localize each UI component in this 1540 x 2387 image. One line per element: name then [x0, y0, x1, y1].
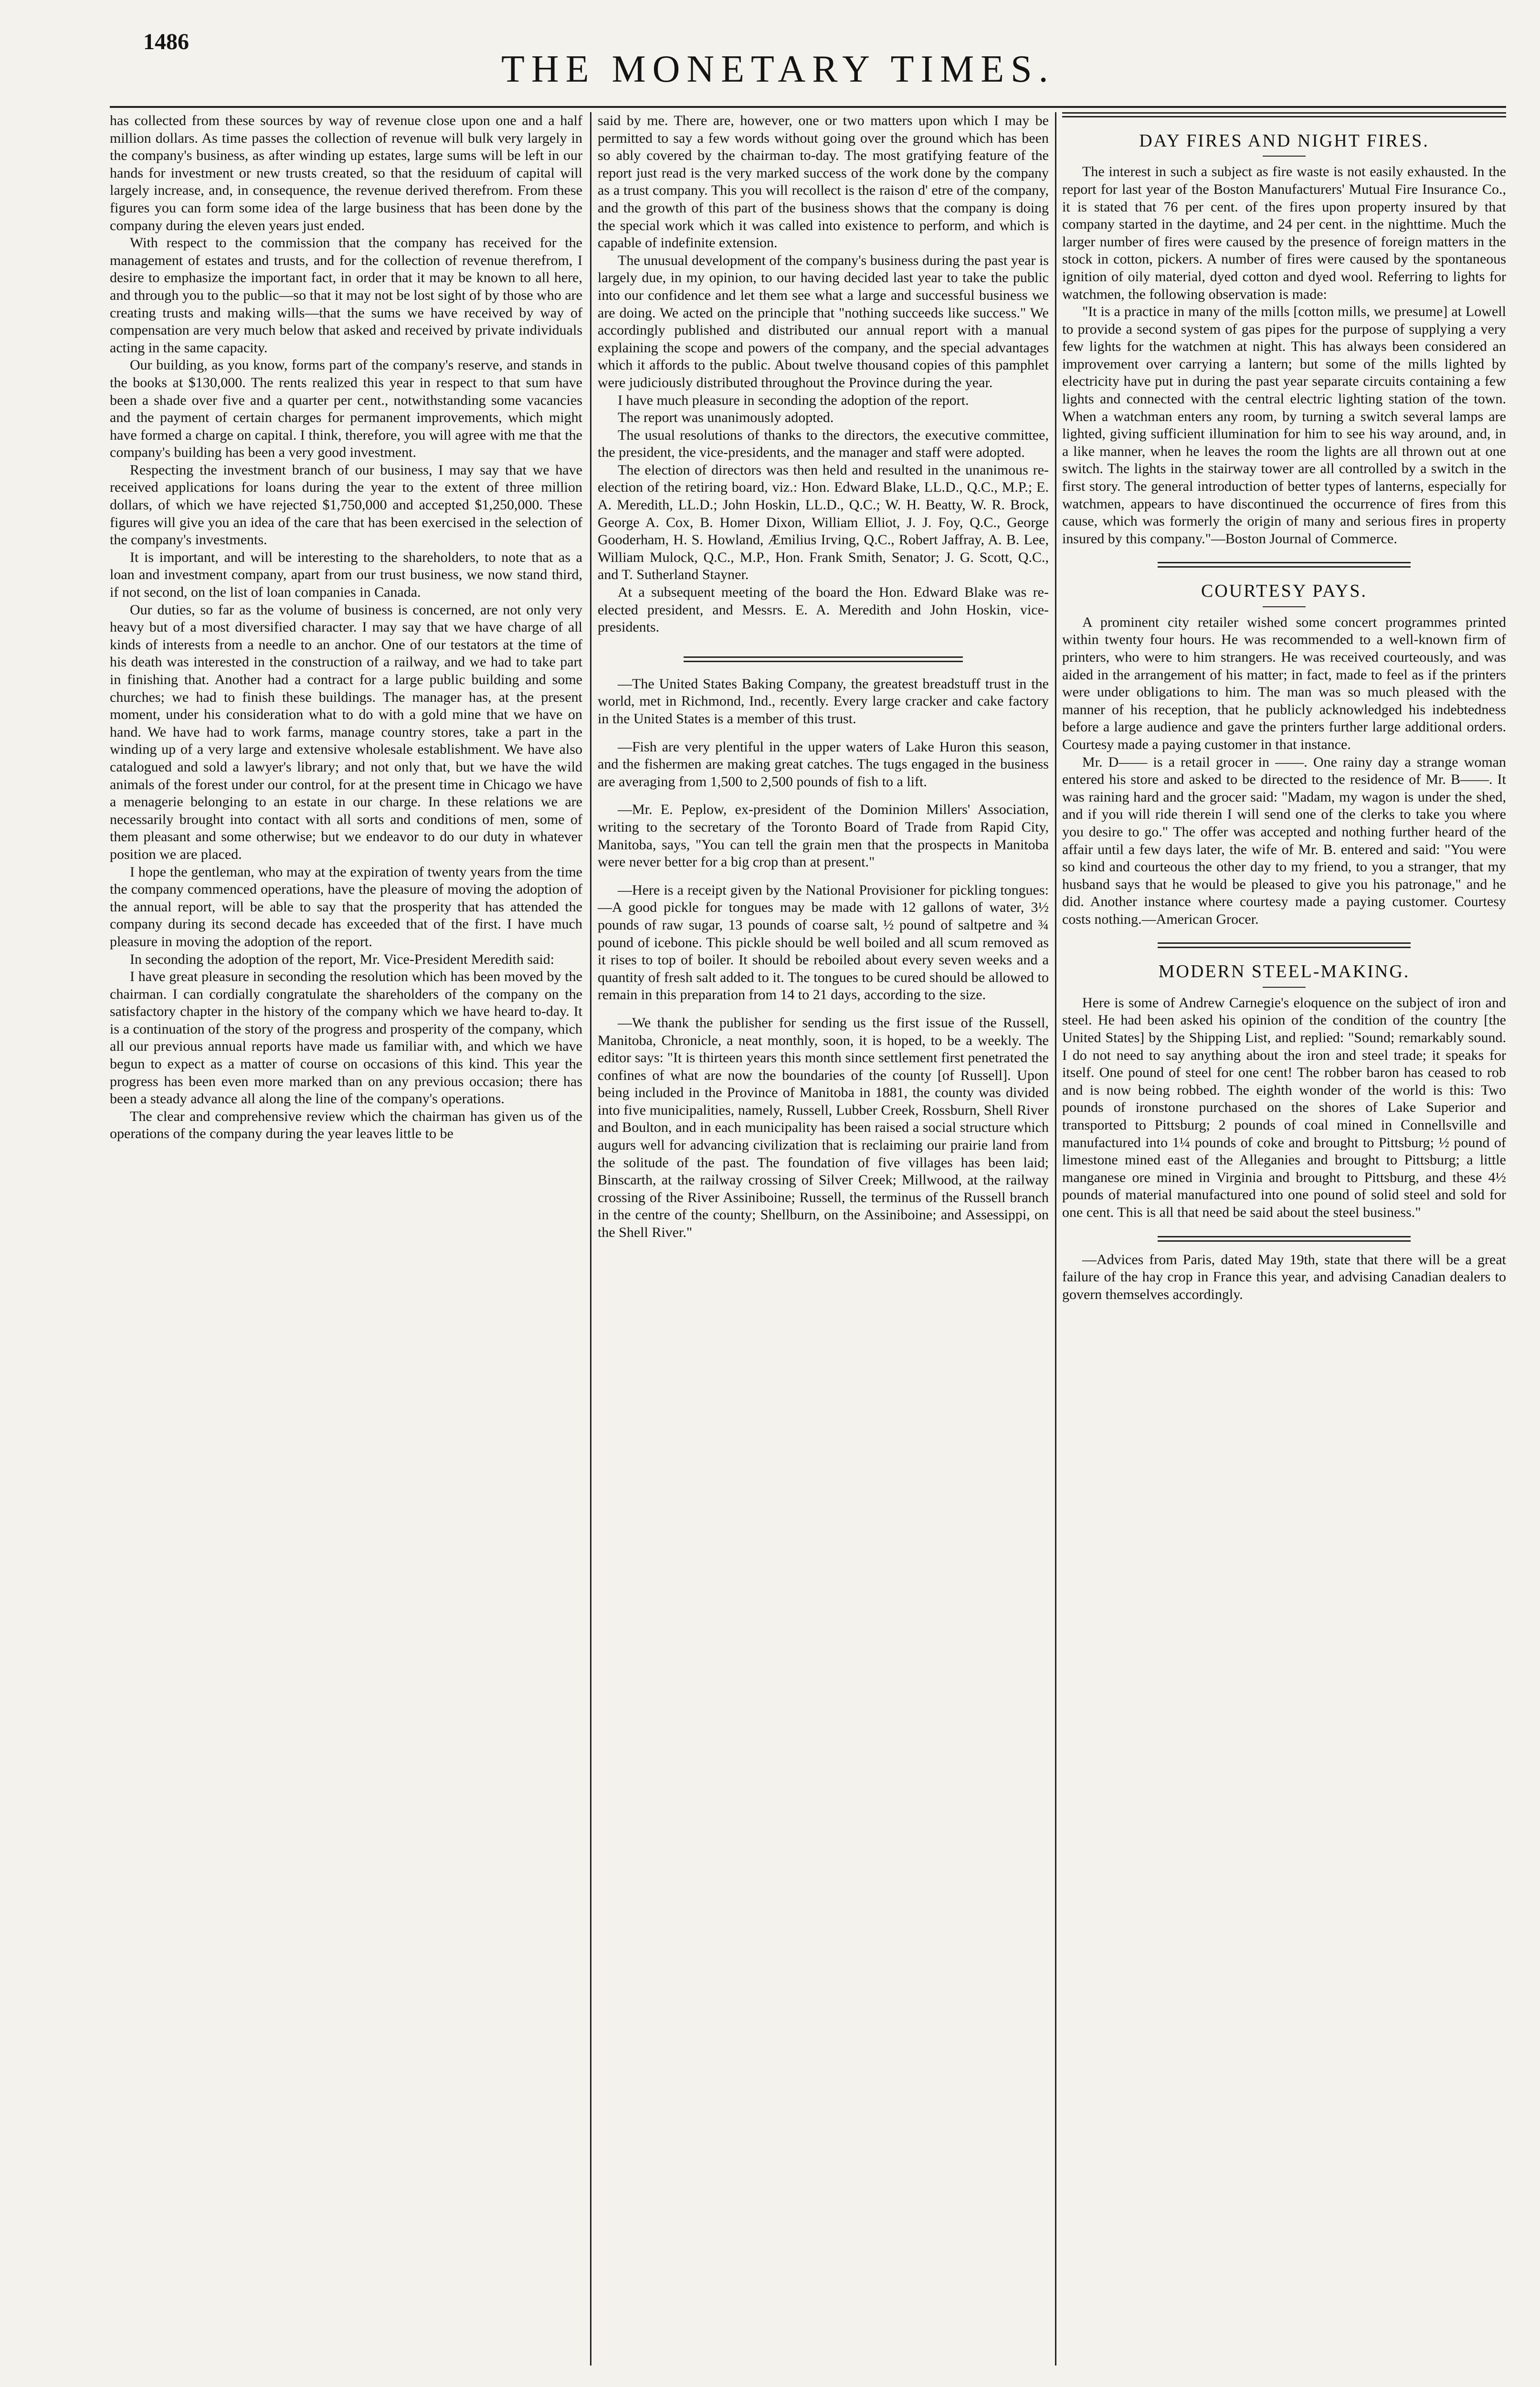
column-top-rule — [1062, 112, 1506, 117]
col2-paragraph: At a subsequent meeting of the board the Hon. Edward Blake was re-elected president, and Messrs. E. A. Meredith and John Hoskin, vice-presidents. — [598, 584, 1049, 635]
column-1 — [110, 112, 582, 2366]
col1-paragraph: Our duties, so far as the volume of business is concerned, are not only very heavy but of a most diversified character. I may say that we have charge of all kinds of interests from a needle to an anchor. One of our testators at the time of his death was interested in the construction of a railway, and we had to take part in finishing that. Another had a contract for a large public building and some churches; we had to finish these buildings. The manager has, at the present moment, under his consideration what to do with a gold mine that we have on hand. We have had to work farms, manage country stores, take a part in the winding up of a very large and extensive wholesale establishment. We have also catalogued and sold a lawyer's library; and not only that, but we have the wild animals of the forest under our control, for at the present time in Chicago we have a menagerie belonging to an estate in our charge. In these relations we are necessarily brought into contact with all sorts and conditions of men, some of them pleasant and some otherwise; but we endeavor to do our duty in whatever position we are placed. — [110, 602, 582, 862]
heading-underline — [1263, 987, 1306, 988]
heading-courtesy-pays: COURTESY PAYS. — [1201, 581, 1368, 602]
heading-modern-steel-making: MODERN STEEL-MAKING. — [1158, 961, 1410, 982]
col1-paragraph: I hope the gentleman, who may at the expiration of twenty years from the time the company commenced operations, have the pleasure of moving the adoption of the annual report, will be able to say that the prosperity that has attended the company during its second decade has exceeded that of the first. I have much pleasure in moving the adoption of the report. — [110, 864, 582, 950]
col2-paragraph: The election of directors was then held and resulted in the unanimous re-election of the retiring board, viz.: Hon. Edward Blake, LL.D., Q.C., M.P.; E. A. Meredith, LL.D.; John Hoskin, LL.D., Q.C.; W. H. Beatty, W. R. Brock, George A. Cox, B. Homer Dixon, William Elliot, J. J. Foy, Q.C., George Gooderham, H. S. Howland, Æmilius Irving, Q.C., Robert Jaffray, A. B. Lee, William Mulock, Q.C., M.P., Hon. Frank Smith, Senator; J. G. Scott, Q.C., and T. Sutherland Stayner. — [598, 462, 1049, 583]
column-2 — [598, 112, 1049, 2366]
section-ornament-rule — [1158, 1236, 1411, 1242]
courtesy-paragraph: A prominent city retailer wished some concert programmes printed within twenty four hours. He was recommended to a well-known firm of printers, who were to him strangers. He was received courteously, and was aided in the arrangement of his matter; in fact, made to feel as if the printers were under obligations to him. The man was so much pleased with the manner of his reception, that he publicly acknowledged his indebtedness before a large audience and gave the printers further large additional orders. Courtesy made a paying customer in that instance. — [1062, 614, 1506, 752]
col1-paragraph: In seconding the adoption of the report, Mr. Vice-President Meredith said: — [130, 951, 555, 967]
col1-paragraph: Respecting the investment branch of our business, I may say that we have received applications for loans during the year to the extent of three million dollars, of which we have rejected $1,750,000 and accepted $1,250,000. These figures will give you an idea of the care that has been exercised in the selection of the company's investments. — [110, 462, 582, 548]
column-divider-1 — [590, 112, 591, 2366]
column-3 — [1062, 112, 1506, 2366]
heading-day-fires: DAY FIRES AND NIGHT FIRES. — [1139, 131, 1429, 151]
col2-paragraph: The report was unanimously adopted. — [618, 410, 834, 426]
header-rule — [110, 106, 1506, 108]
news-item-peplow: —Mr. E. Peplow, ex-president of the Dominion Millers' Association, writing to the secretary of the Toronto Board of Trade from Rapid City, Manitoba, says, "You can tell the grain men that the prospects in Manitoba were never better for a big crop than at present." — [598, 802, 1049, 870]
section-ornament-rule — [1158, 942, 1411, 948]
col2-paragraph: The usual resolutions of thanks to the directors, the executive committee, the president, the vice-presidents, and the manager and staff were adopted. — [598, 427, 1049, 461]
day-fires-paragraph: The interest in such a subject as fire waste is not easily exhausted. In the report for last year of the Boston Manufacturers' Mutual Fire Insurance Co., it is stated that 76 per cent. of the fires upon property insured by that company started in the daytime, and 24 per cent. in the nighttime. Much the larger number of fires were caused by the presence of foreign matters in the stock in cotton, pickers. A number of fires were caused by the spontaneous ignition of oily material, dyed cotton and dyed wool. Referring to lights for watchmen, the following observation is made: — [1062, 164, 1506, 302]
masthead-title: THE MONETARY TIMES. — [501, 48, 1055, 90]
col2-paragraph: The unusual development of the company's business during the past year is largely due, in my opinion, to our having decided last year to take the public into our confidence and let them see what a large and successful business we are doing. We acted on the principle that "nothing succeeds like success." We accordingly published and distributed our annual report with a manual explaining the scope and powers of the company, and the special advantages which it affords to the public. About twelve thousand copies of this pamphlet were judiciously distributed throughout the Province during the year. — [598, 252, 1049, 391]
column-divider-2 — [1055, 112, 1056, 2366]
day-fires-quote: "It is a practice in many of the mills [cotton mills, we presume] at Lowell to provide a second system of gas pipes for the purpose of supplying a very few lights for the watchmen at night. This has always been considered an improvement over carrying a lantern; but some of the mills lighted by electricity have put in during the past year separate circuits containing a few lights and connected with the central electric lighting station of the town. When a watchman enters any room, by turning a switch several lamps are lighted, giving sufficient illumination for him to see his way around, and, in a like manner, when he leaves the room the lights are all thrown out at one switch. The lights in the stairway tower are all controlled by a switch in the first story. The general introduction of better types of lanterns, especially for watchmen, appears to have discontinued the occurrence of fires from this cause, which was formerly the origin of many and serious fires in property insured by this company."—Boston Journal of Commerce. — [1062, 304, 1506, 547]
col1-paragraph: The clear and comprehensive review which the chairman has given us of the operations of the company during the year leaves little to be — [110, 1108, 582, 1142]
courtesy-paragraph: Mr. D—— is a retail grocer in ——. One rainy day a strange woman entered his store and asked to be directed to the residence of Mr. B——. It was raining hard and the grocer said: "Madam, my wagon is under the shed, and if you will ride therein I will send one of the clerks to take you where you desire to go." The offer was accepted and nothing further heard of the affair until a few days later, the wife of Mr. B. entered and said: "You were so kind and courteous the other day to my friend, to you a stranger, that my husband says that he would be pleased to give you his patronage," and he did. Another instance where courtesy made a paying customer. Courtesy costs nothing.—American Grocer. — [1062, 754, 1506, 927]
col1-paragraph: Our building, as you know, forms part of the company's reserve, and stands in the books at $130,000. The rents realized this year in respect to that sum have been a shade over five and a quarter per cent., notwithstanding some vacancies and the payment of certain charges for permanent improvements, which might have formed a charge on capital. I think, therefore, you will agree with me that the company's building has been a very good investment. — [110, 357, 582, 461]
news-item-baking-company: —The United States Baking Company, the greatest breadstuff trust in the world, met in Richmond, Ind., recently. Every large cracker and cake factory in the United States is a member of this trust. — [598, 676, 1049, 727]
section-ornament-rule — [684, 656, 963, 662]
news-item-russell-chronicle: —We thank the publisher for sending us the first issue of the Russell, Manitoba, Chronicle, a neat monthly, soon, it is hoped, to be a weekly. The editor says: "It is thirteen years this month since settlement first penetrated the confines of what are now the boundaries of the county [of Russell]. Upon being included in the Province of Manitoba in 1881, the county was divided into five municipalities, namely, Russell, Lubber Creek, Rossburn, Shell River and Boulton, and in each municipality has been raised a social structure which augurs well for advancing civilization that is reclaiming our prairie land from the solitude of the past. The foundation of five villages has been laid; Binscarth, at the railway crossing of Silver Creek; Millwood, at the railway crossing of the River Assiniboine; Russell, the terminus of the Russell branch in the centre of the county; Shellburn, on the Assiniboine; and Assessippi, on the Shell River." — [598, 1014, 1049, 1241]
col1-paragraph: With respect to the commission that the company has received for the management of estates and trusts, and for the collection of revenue therefrom, I desire to emphasize the important fact, in order that it may be known to all here, and through you to the public—so that it may not be lost sight of by those who are creating trusts and making wills—that the sums we have received by way of compensation are very much below that asked and received by private individuals acting in the same capacity. — [110, 235, 582, 356]
section-ornament-rule — [1158, 562, 1411, 568]
col1-paragraph: has collected from these sources by way of revenue close upon one and a half million dollars. As time passes the collection of revenue will bulk very largely in the company's business, as after winding up estates, large sums will be left in our hands for investment or new trusts created, so that the residuum of capital will largely increase, and, in consequence, the revenue derived therefrom. From these figures you can form some idea of the large business that has been done by the company during the eleven years just ended. — [110, 113, 582, 233]
col2-paragraph: I have much pleasure in seconding the adoption of the report. — [618, 392, 969, 408]
steel-paragraph: Here is some of Andrew Carnegie's eloquence on the subject of iron and steel. He had been asked his opinion of the condition of the country [the United States] by the Shipping List, and replied: "Sound; remarkably sound. I do not need to say anything about the iron and steel trade; it speaks for itself. One pound of steel for one cent! The robber baron has ceased to rob and is now being robbed. The eighth wonder of the world is this: Two pounds of ironstone purchased on the shores of Lake Superior and transported to Pittsburg; 2 pounds of coal mined in Connellsville and manufactured into 1¼ pounds of coke and brought to Pittsburg; ½ pound of limestone mined east of the Alleganies and brought to Pittsburg; a little manganese ore mined in Virginia and brought to Pittsburg, and these 4½ pounds of material manufactured into one pound of solid steel and sold for one cent. This is all that need be said about the steel business." — [1062, 994, 1506, 1220]
news-item-tongue-pickle: —Here is a receipt given by the National Provisioner for pickling tongues:—A good pickle for tongues may be made with 12 gallons of water, 3½ pounds of raw sugar, 13 pounds of coarse salt, ½ pound of saltpetre and ¾ pound of icebone. This pickle should be well boiled and all scum removed as it rises to top of boiler. It should be reboiled about every seven weeks and a quantity of fresh salt added to it. The tongues to be cured should be allowed to remain in this preparation from 14 to 21 days, according to the size. — [598, 882, 1049, 1003]
col1-paragraph: I have great pleasure in seconding the resolution which has been moved by the chairman. I can cordially congratulate the shareholders of the company on the satisfactory chapter in the history of the company which we have heard to-day. It is a continuation of the story of the progress and prosperity of the company, which all our previous annual reports have made us familiar with, and which we have begun to expect as a matter of course on occasions of this kind. This year the progress has been even more marked than on any previous occasion; there has been a steady advance all along the line of the company's operations. — [110, 969, 582, 1107]
heading-underline — [1263, 156, 1306, 157]
heading-underline — [1263, 606, 1306, 607]
page-number: 1486 — [143, 29, 189, 54]
col1-paragraph: It is important, and will be interesting to the shareholders, to note that as a loan and investment company, apart from our trust business, we now stand third, if not second, on the list of loan companies in Canada. — [110, 549, 582, 601]
news-item-paris-hay: —Advices from Paris, dated May 19th, state that there will be a great failure of the hay crop in France this year, and advising Canadian dealers to govern themselves accordingly. — [1062, 1251, 1506, 1302]
news-item-fish: —Fish are very plentiful in the upper waters of Lake Huron this season, and the fishermen are making great catches. The tugs engaged in the business are averaging from 1,500 to 2,500 pounds of fish to a lift. — [598, 739, 1049, 790]
col2-paragraph: said by me. There are, however, one or two matters upon which I may be permitted to say a few words without going over the ground which has been so ably covered by the chairman to-day. The most gratifying feature of the report just read is the very marked success of the work done by the company as a trust company. This you will recollect is the raison d' etre of the company, and the growth of this part of the business shows that the company is doing the special work which it was called into existence to perform, and which is capable of indefinite extension. — [598, 113, 1049, 251]
